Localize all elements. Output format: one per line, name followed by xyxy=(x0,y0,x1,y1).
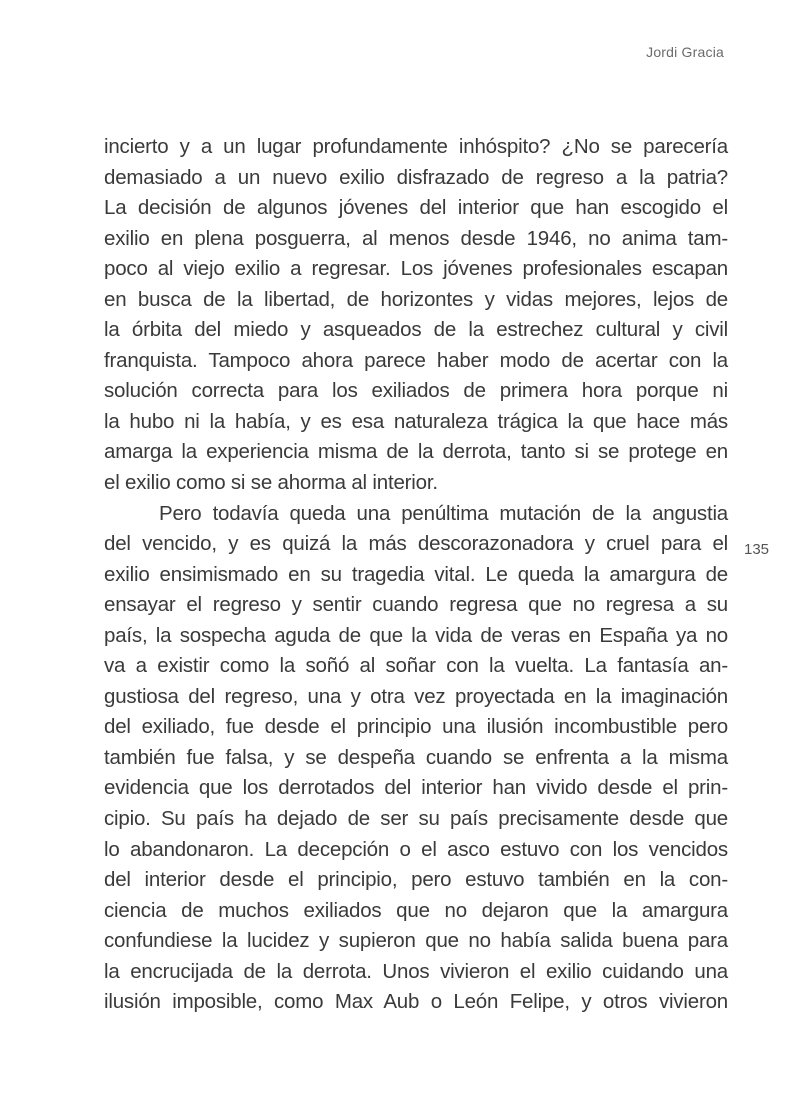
text-line: del interior desde el principio, pero estuvo también en la con- xyxy=(104,868,728,892)
text-line: Pero todavía queda una penúltima mutación de la angustia xyxy=(159,501,728,525)
text-line: la hubo ni la había, y es esa naturaleza trágica la que hace más xyxy=(104,409,728,433)
text-line: exilio en plena posguerra, al menos desde 1946, no anima tam- xyxy=(104,226,728,250)
text-line: evidencia que los derrotados del interior han vivido desde el prin- xyxy=(104,776,728,800)
text-line: demasiado a un nuevo exilio disfrazado de regreso a la patria? xyxy=(104,165,728,189)
text-line: también fue falsa, y se despeña cuando se enfrenta a la misma xyxy=(104,745,728,769)
text-line: franquista. Tampoco ahora parece haber modo de acertar con la xyxy=(104,348,728,372)
text-line: solución correcta para los exiliados de primera hora porque ni xyxy=(104,379,728,403)
body-text xyxy=(104,132,728,1018)
text-line: amarga la experiencia misma de la derrota, tanto si se protege en xyxy=(104,440,728,464)
text-line: ilusión imposible, como Max Aub o León Felipe, y otros vivieron xyxy=(104,990,728,1014)
text-line: incierto y a un lugar profundamente inhóspito? ¿No se parecería xyxy=(104,135,728,158)
text-line: lo abandonaron. La decepción o el asco estuvo con los vencidos xyxy=(104,837,728,861)
text-line: poco al viejo exilio a regresar. Los jóvenes profesionales escapan xyxy=(104,257,728,281)
text-line: gustiosa del regreso, una y otra vez proyectada en la imaginación xyxy=(104,684,728,708)
text-line: la órbita del miedo y asqueados de la estrechez cultural y civil xyxy=(104,318,728,342)
text-line: país, la sospecha aguda de que la vida de veras en España ya no xyxy=(104,623,728,647)
text-line: confundiese la lucidez y supieron que no había salida buena para xyxy=(104,929,728,953)
text-line: va a existir como la soñó al soñar con la vuelta. La fantasía an- xyxy=(104,654,728,678)
text-line: del vencido, y es quizá la más descorazonadora y cruel para el xyxy=(104,532,728,556)
text-line: La decisión de algunos jóvenes del interior que han escogido el xyxy=(104,196,728,220)
paragraph-1 xyxy=(104,132,728,499)
text-line: ciencia de muchos exiliados que no dejaron que la amargura xyxy=(104,898,728,922)
text-line: ensayar el regreso y sentir cuando regresa que no regresa a su xyxy=(104,593,728,617)
text-line: cipio. Su país ha dejado de ser su país precisamente desde que xyxy=(104,807,728,831)
running-header-author: Jordi Gracia xyxy=(646,44,724,60)
text-line: del exiliado, fue desde el principio una ilusión incombustible pero xyxy=(104,715,728,739)
paragraph-2 xyxy=(104,499,728,1018)
text-line: el exilio como si se ahorma al interior. xyxy=(104,471,438,495)
text-line: la encrucijada de la derrota. Unos vivieron el exilio cuidando una xyxy=(104,959,728,983)
text-line: exilio ensimismado en su tragedia vital. Le queda la amargura de xyxy=(104,562,728,586)
page-number: 135 xyxy=(744,541,770,558)
text-line: en busca de la libertad, de horizontes y vidas mejores, lejos de xyxy=(104,287,728,311)
